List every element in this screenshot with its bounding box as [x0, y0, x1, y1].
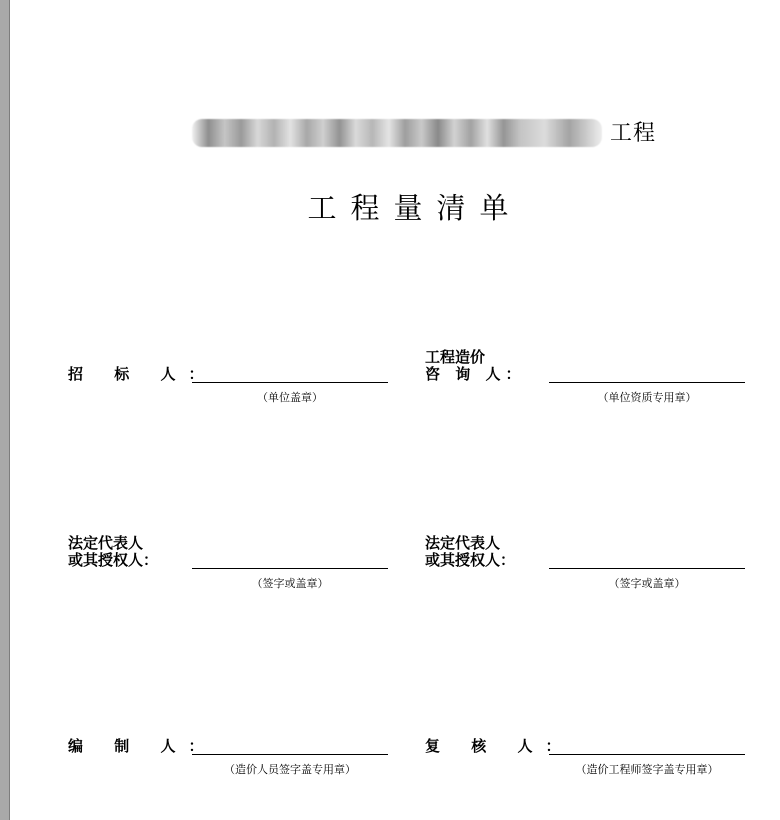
- document-title: 工程量清单: [307, 191, 523, 225]
- legal-rep-note-right: （签字或盖章）: [608, 577, 686, 590]
- legal-rep-label-left: 法定代表人 或其授权人：: [68, 534, 159, 569]
- document-page: [10, 0, 780, 820]
- legal-rep-note-left: （签字或盖章）: [251, 577, 329, 590]
- project-name-line: [190, 115, 670, 151]
- reviewer-signature-line: [549, 754, 745, 755]
- compiler-signature-line: [192, 754, 388, 755]
- project-name-suffix: 工程: [610, 121, 657, 146]
- reviewer-note: （造价工程师签字盖专用章）: [575, 763, 719, 776]
- legal-rep-signature-line-left: [192, 568, 388, 569]
- compiler-label: 编 制 人：: [68, 737, 217, 755]
- tenderer-note: （单位盖章）: [257, 391, 323, 404]
- reviewer-label: 复 核 人：: [425, 737, 574, 755]
- tenderer-label: 招 标 人：: [68, 365, 217, 383]
- window-left-edge: [0, 0, 10, 820]
- tenderer-signature-line: [192, 382, 388, 383]
- legal-rep-label-right: 法定代表人 或其授权人：: [425, 534, 516, 569]
- cost-consultant-signature-line: [549, 382, 745, 383]
- cost-consultant-label: 工程造价 咨 询 人：: [425, 348, 526, 383]
- cost-consultant-note: （单位资质专用章）: [597, 391, 697, 404]
- redacted-project-name: [192, 119, 602, 147]
- compiler-note: （造价人员签字盖专用章）: [224, 763, 356, 776]
- legal-rep-signature-line-right: [549, 568, 745, 569]
